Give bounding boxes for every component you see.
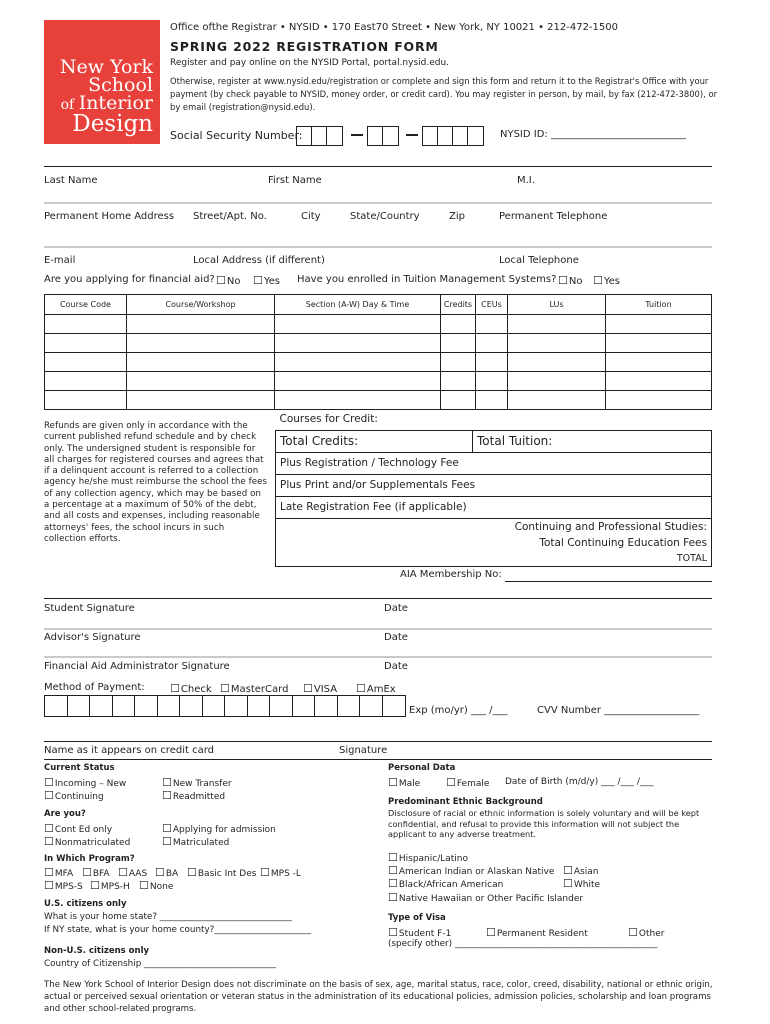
amex-checkbox[interactable]: ☐ AmEx [356,682,396,695]
matriculated-checkbox[interactable]: ☐ Matriculated [162,835,229,848]
city-label: City [301,211,321,222]
table-row[interactable] [45,353,712,372]
col-tuition: Tuition [606,295,712,315]
ssn-field-3[interactable] [422,126,484,146]
card-name-line[interactable] [44,741,712,742]
form-title: SPRING 2022 REGISTRATION FORM [170,39,439,54]
print-fee-row[interactable]: Plus Print and/or Supplementals Fees [276,474,712,496]
instructions-line-3: by email (registration@nysid.edu). [170,102,316,112]
payment-method-label: Method of Payment: [44,682,145,693]
header-divider [44,166,712,167]
financial-aid-no-checkbox[interactable]: ☐ No [216,274,240,287]
ethnic-disclosure: Disclosure of racial or ethnic information is solely voluntary and will be kept confidential, and refusal to provide this information will not subject the applicant to any adverse treatment. [388,808,700,839]
nonmatriculated-checkbox[interactable]: ☐ Nonmatriculated [44,835,130,848]
other-visa-checkbox[interactable]: ☐ Other [628,926,664,939]
hispanic-checkbox[interactable]: ☐ Hispanic/Latino [388,851,468,864]
home-state-field[interactable]: What is your home state? ______________________________ [44,912,292,922]
ce-fees-row: Total Continuing Education Fees [276,535,712,551]
col-course-workshop: Course/Workshop [127,295,275,315]
total-row[interactable]: TOTAL [276,551,712,567]
ethnic-heading: Predominant Ethnic Background [388,797,543,807]
courses-table [44,294,712,410]
program-heading: In Which Program? [44,854,135,864]
ssn-label: Social Security Number: [170,129,303,142]
advisor-date-label: Date [384,632,408,643]
permanent-resident-checkbox[interactable]: ☐ Permanent Resident [486,926,588,939]
card-signature-label: Signature [339,745,388,756]
instructions-line-1: Otherwise, register at www.nysid.edu/registration or complete and sign this form and return it to the Registrar's Office with your [170,76,709,86]
card-number-field[interactable] [44,695,406,717]
courses-for-credit-label: Courses for Credit: [276,408,712,430]
white-checkbox[interactable]: ☐ White [563,877,600,890]
last-name-label: Last Name [44,175,98,186]
ba-checkbox[interactable]: ☐ BA [155,866,178,879]
ssn-field-2[interactable] [367,126,399,146]
asian-checkbox[interactable]: ☐ Asian [563,864,598,877]
none-checkbox[interactable]: ☐ None [139,879,173,892]
col-credits: Credits [441,295,476,315]
logo-line-1: New York [59,56,153,78]
total-credits-field[interactable]: Total Credits: [276,430,473,452]
col-section: Section (A-W) Day & Time [275,295,441,315]
refund-policy: Refunds are given only in accordance with the current published refund schedule and by check only. The undersigned student is responsible for all charges for registered courses and agrees that if a delinquent account is referred to a collection agency he/she must reimburse the school the fees of any collection agency, which may be based on a percentage at a maximum of 50% of the debt, and all costs and expenses, including reasonable attorneys' fees, the school incurs in such collection efforts. [44,421,268,544]
incoming-new-checkbox[interactable]: ☐ Incoming – New [44,776,126,789]
table-row[interactable] [45,334,712,353]
table-row[interactable] [45,372,712,391]
readmitted-checkbox[interactable]: ☐ Readmitted [162,789,225,802]
financial-aid-yes-checkbox[interactable]: ☐ Yes [253,274,280,287]
hawaiian-checkbox[interactable]: ☐ Native Hawaiian or Other Pacific Islander [388,891,583,904]
black-checkbox[interactable]: ☐ Black/African American [388,877,503,890]
mps-s-checkbox[interactable]: ☐ MPS-S [44,879,83,892]
first-name-label: First Name [268,175,322,186]
mps-l-checkbox[interactable]: ☐ MPS -L [260,866,301,879]
address-input-line[interactable] [44,246,712,248]
local-phone-label: Local Telephone [499,255,579,266]
logo-line-3: of Interior [60,92,153,114]
check-checkbox[interactable]: ☐ Check [170,682,212,695]
cvv-field[interactable]: CVV Number ___________________ [537,705,700,716]
mastercard-checkbox[interactable]: ☐ MasterCard [220,682,288,695]
home-county-field[interactable]: If NY state, what is your home county?______________________ [44,925,312,935]
logo-line-4: Design [72,111,153,137]
nysid-id-field[interactable]: NYSID ID: ___________________________ [500,129,686,140]
street-label: Street/Apt. No. [193,211,267,222]
applying-checkbox[interactable]: ☐ Applying for admission [162,822,276,835]
fees-table [275,408,712,567]
student-date-label: Date [384,603,408,614]
american-indian-checkbox[interactable]: ☐ American Indian or Alaskan Native [388,864,554,877]
payment-divider [44,759,712,760]
financial-aid-question: Are you applying for financial aid? [44,274,215,285]
advisor-signature-label: Advisor's Signature [44,632,141,643]
dob-field[interactable]: Date of Birth (m/d/y) ___ /___ /___ [505,777,654,787]
basic-int-des-checkbox[interactable]: ☐ Basic Int Des [187,866,256,879]
nysid-logo [44,20,160,144]
table-row[interactable] [45,391,712,410]
continuing-checkbox[interactable]: ☐ Continuing [44,789,104,802]
aia-membership-label: AIA Membership No: [400,569,502,580]
registrar-contact: Office ofthe Registrar • NYSID • 170 East70 Street • New York, NY 10021 • 212-472-1500 [170,22,618,33]
logo-line-2: School [88,74,153,96]
instructions-line-2: payment (by check payable to NYSID, money order, or credit card). You may register in person, by mail, by fax (212-472-3800), or [170,89,718,99]
email-label: E-mail [44,255,76,266]
are-you-heading: Are you? [44,809,86,819]
student-f1-checkbox[interactable]: ☐ Student F-1 [388,926,451,939]
cps-row: Continuing and Professional Studies: [276,518,712,535]
tms-yes-checkbox[interactable]: ☐ Yes [593,274,620,287]
exp-date-field[interactable]: Exp (mo/yr) ___ /___ [409,705,508,716]
mfa-checkbox[interactable]: ☐ MFA [44,866,73,879]
tms-question: Have you enrolled in Tuition Management Systems? [297,274,557,285]
ssn-dash [351,134,363,136]
perm-address-label: Permanent Home Address [44,211,175,222]
nondiscrimination-notice: The New York School of Interior Design does not discriminate on the basis of sex, age, marital status, race, color, creed, disability, national or ethnic origin, actual or perceived sexual orientation or veteran status in the administration of its educational policies, admission policies, scholarship and loan programs and other school-related programs. [44,980,713,1014]
aia-input-line[interactable] [505,581,712,582]
ssn-field-1[interactable] [296,126,343,146]
total-tuition-field[interactable]: Total Tuition: [473,430,712,452]
cont-ed-checkbox[interactable]: ☐ Cont Ed only [44,822,112,835]
mi-label: M.I. [517,175,535,186]
country-field[interactable]: Country of Citizenship ______________________________ [44,959,277,969]
us-citizens-heading: U.S. citizens only [44,899,127,909]
advisor-signature-line[interactable] [44,656,712,658]
col-lus: LUs [508,295,606,315]
col-course-code: Course Code [45,295,127,315]
local-address-label: Local Address (if different) [193,255,325,266]
ssn-dash [406,134,418,136]
late-fee-row[interactable]: Late Registration Fee (if applicable) [276,496,712,518]
bfa-checkbox[interactable]: ☐ BFA [82,866,110,879]
mps-h-checkbox[interactable]: ☐ MPS-H [90,879,130,892]
current-status-heading: Current Status [44,763,115,773]
zip-label: Zip [449,211,465,222]
personal-data-heading: Personal Data [388,763,456,773]
new-transfer-checkbox[interactable]: ☐ New Transfer [162,776,232,789]
student-signature-line[interactable] [44,628,712,630]
visa-checkbox[interactable]: ☐ VISA [303,682,337,695]
state-label: State/Country [350,211,420,222]
name-on-card-label: Name as it appears on credit card [44,745,214,756]
portal-line: Register and pay online on the NYSID Portal, portal.nysid.edu. [170,58,450,68]
student-signature-label: Student Signature [44,603,135,614]
aas-checkbox[interactable]: ☐ AAS [118,866,147,879]
perm-phone-label: Permanent Telephone [499,211,608,222]
name-input-line[interactable] [44,202,712,204]
table-row[interactable] [45,315,712,334]
tms-no-checkbox[interactable]: ☐ No [558,274,582,287]
col-ceus: CEUs [476,295,508,315]
table-header-row [45,295,712,315]
signature-top-line [44,598,712,599]
registration-fee-row[interactable]: Plus Registration / Technology Fee [276,452,712,474]
finaid-signature-label: Financial Aid Administrator Signature [44,661,230,672]
male-checkbox[interactable]: ☐ Male [388,776,420,789]
finaid-date-label: Date [384,661,408,672]
specify-other-field[interactable]: (specify other) ______________________________________________ [388,939,658,949]
non-us-heading: Non-U.S. citizens only [44,946,150,956]
visa-type-heading: Type of Visa [388,913,446,923]
female-checkbox[interactable]: ☐ Female [446,776,489,789]
